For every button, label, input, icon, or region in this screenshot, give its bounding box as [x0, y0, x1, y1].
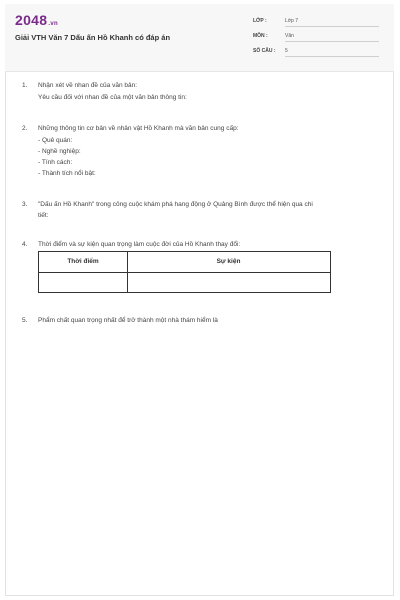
logo-main-text: 2048	[15, 12, 48, 28]
meta-value-lop: Lớp 7	[285, 16, 379, 27]
question-number: 1.	[22, 82, 28, 89]
question-2-item: - Tính cách:	[38, 159, 73, 166]
meta-row-mon	[253, 31, 379, 45]
meta-label-socau: SỐ CÂU :	[253, 48, 276, 54]
question-3	[22, 200, 313, 210]
question-1	[22, 81, 137, 91]
question-1-line-2: Yêu cầu đối với nhan đề của một văn bản thông tin:	[38, 94, 187, 101]
meta-row-lop	[253, 16, 379, 30]
question-2-item: - Quê quán:	[38, 137, 73, 144]
answer-table	[38, 251, 331, 293]
question-4	[22, 240, 240, 250]
question-2-item: - Thành tích nổi bật:	[38, 170, 96, 177]
answer-table-header-event: Sự kiện	[216, 258, 241, 265]
meta-label-mon: MÔN :	[253, 33, 268, 39]
question-2	[22, 124, 239, 134]
answer-table-header-row	[39, 252, 330, 273]
question-text: Thời điểm và sự kiện quan trọng làm cuộc đời của Hồ Khanh thay đổi:	[38, 241, 241, 248]
meta-label-lop: LỚP :	[253, 18, 267, 24]
meta-row-socau	[253, 46, 379, 60]
question-5	[22, 316, 218, 326]
question-2-item: - Nghề nghiệp:	[38, 148, 81, 155]
site-logo[interactable]	[15, 12, 58, 28]
question-3-line-2: tiết:	[38, 212, 49, 219]
answer-table-header-time: Thời điểm	[39, 252, 128, 272]
question-number: 5.	[22, 317, 28, 324]
question-number: 2.	[22, 125, 28, 132]
logo-sub-text: .vn	[48, 21, 58, 27]
question-number: 3.	[22, 201, 28, 208]
question-text: Nhận xét về nhan đề của văn bản:	[38, 82, 138, 89]
answer-table-row	[39, 272, 330, 292]
question-number: 4.	[22, 241, 28, 248]
answer-cell-event[interactable]	[127, 272, 330, 292]
answer-cell-time[interactable]	[39, 272, 128, 292]
document-title: Giải VTH Văn 7 Dấu ấn Hồ Khanh có đáp án	[15, 33, 171, 42]
question-text: Phẩm chất quan trọng nhất để trở thành một nhà thám hiểm là	[38, 317, 218, 324]
question-text: "Dấu ấn Hồ Khanh" trong công cuộc khám phá hang động ở Quảng Bình được thể hiện qua chi	[38, 201, 313, 208]
meta-value-socau: 5	[285, 46, 379, 57]
question-text: Những thông tin cơ bản về nhân vật Hồ Khanh mà văn bản cung cấp:	[38, 125, 239, 132]
meta-value-mon: Văn	[285, 31, 379, 42]
